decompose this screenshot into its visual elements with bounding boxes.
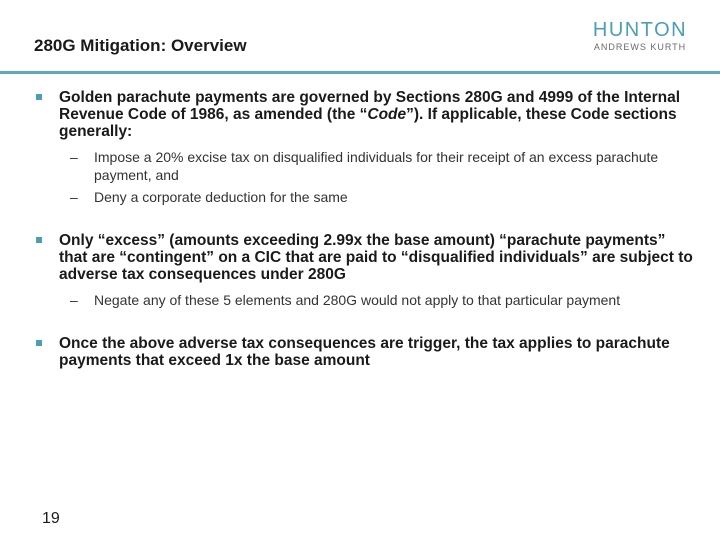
company-logo [588,20,692,52]
dash-marker: – [70,189,78,205]
sub-item [36,148,696,184]
bullet-1-emphasis: Code [367,106,407,123]
bullet-1 [36,89,696,140]
sub-item-text: Deny a corporate deduction for the same [94,189,348,205]
dash-marker: – [70,292,78,308]
sub-item-text: Negate any of these 5 elements and 280G would not apply to that particular payment [94,292,621,308]
bullet-2-subitems [36,291,696,309]
bullet-2-text: Only “excess” (amounts exceeding 2.99x the base amount) “parachute payments” that are “contingent” on a CIC that are paid to “disqualified individuals” are subject to adverse tax consequences under 280G [59,232,693,283]
bullet-3-text: Once the above adverse tax consequences are trigger, the tax applies to parachute payments that exceed 1x the base amount [59,335,670,369]
square-bullet-icon [36,237,42,243]
bullet-1-subitems [36,148,696,206]
slide-title: 280G Mitigation: Overview [34,36,247,55]
slide-body [36,89,696,369]
square-bullet-icon [36,340,42,346]
logo-line-2: ANDREWS KURTH [593,42,687,52]
page-number: 19 [42,510,60,527]
sub-item [36,188,696,206]
sub-item-text: Impose a 20% excise tax on disqualified individuals for their receipt of an excess parachute payment, and [94,149,659,183]
header-divider [0,71,720,74]
square-bullet-icon [36,94,42,100]
dash-marker: – [70,149,78,165]
bullet-1-text-before: Golden parachute payments are governed by Sections 280G and 4999 of the Internal Revenue Code of 1986, as amended (the “ [59,89,681,123]
bullet-2 [36,232,696,283]
sub-item [36,291,696,309]
bullet-1-text-after: ”). If applicable, these Code sections generally: [59,106,677,140]
bullet-3 [36,335,696,369]
logo-line-1: HUNTON [592,19,688,41]
